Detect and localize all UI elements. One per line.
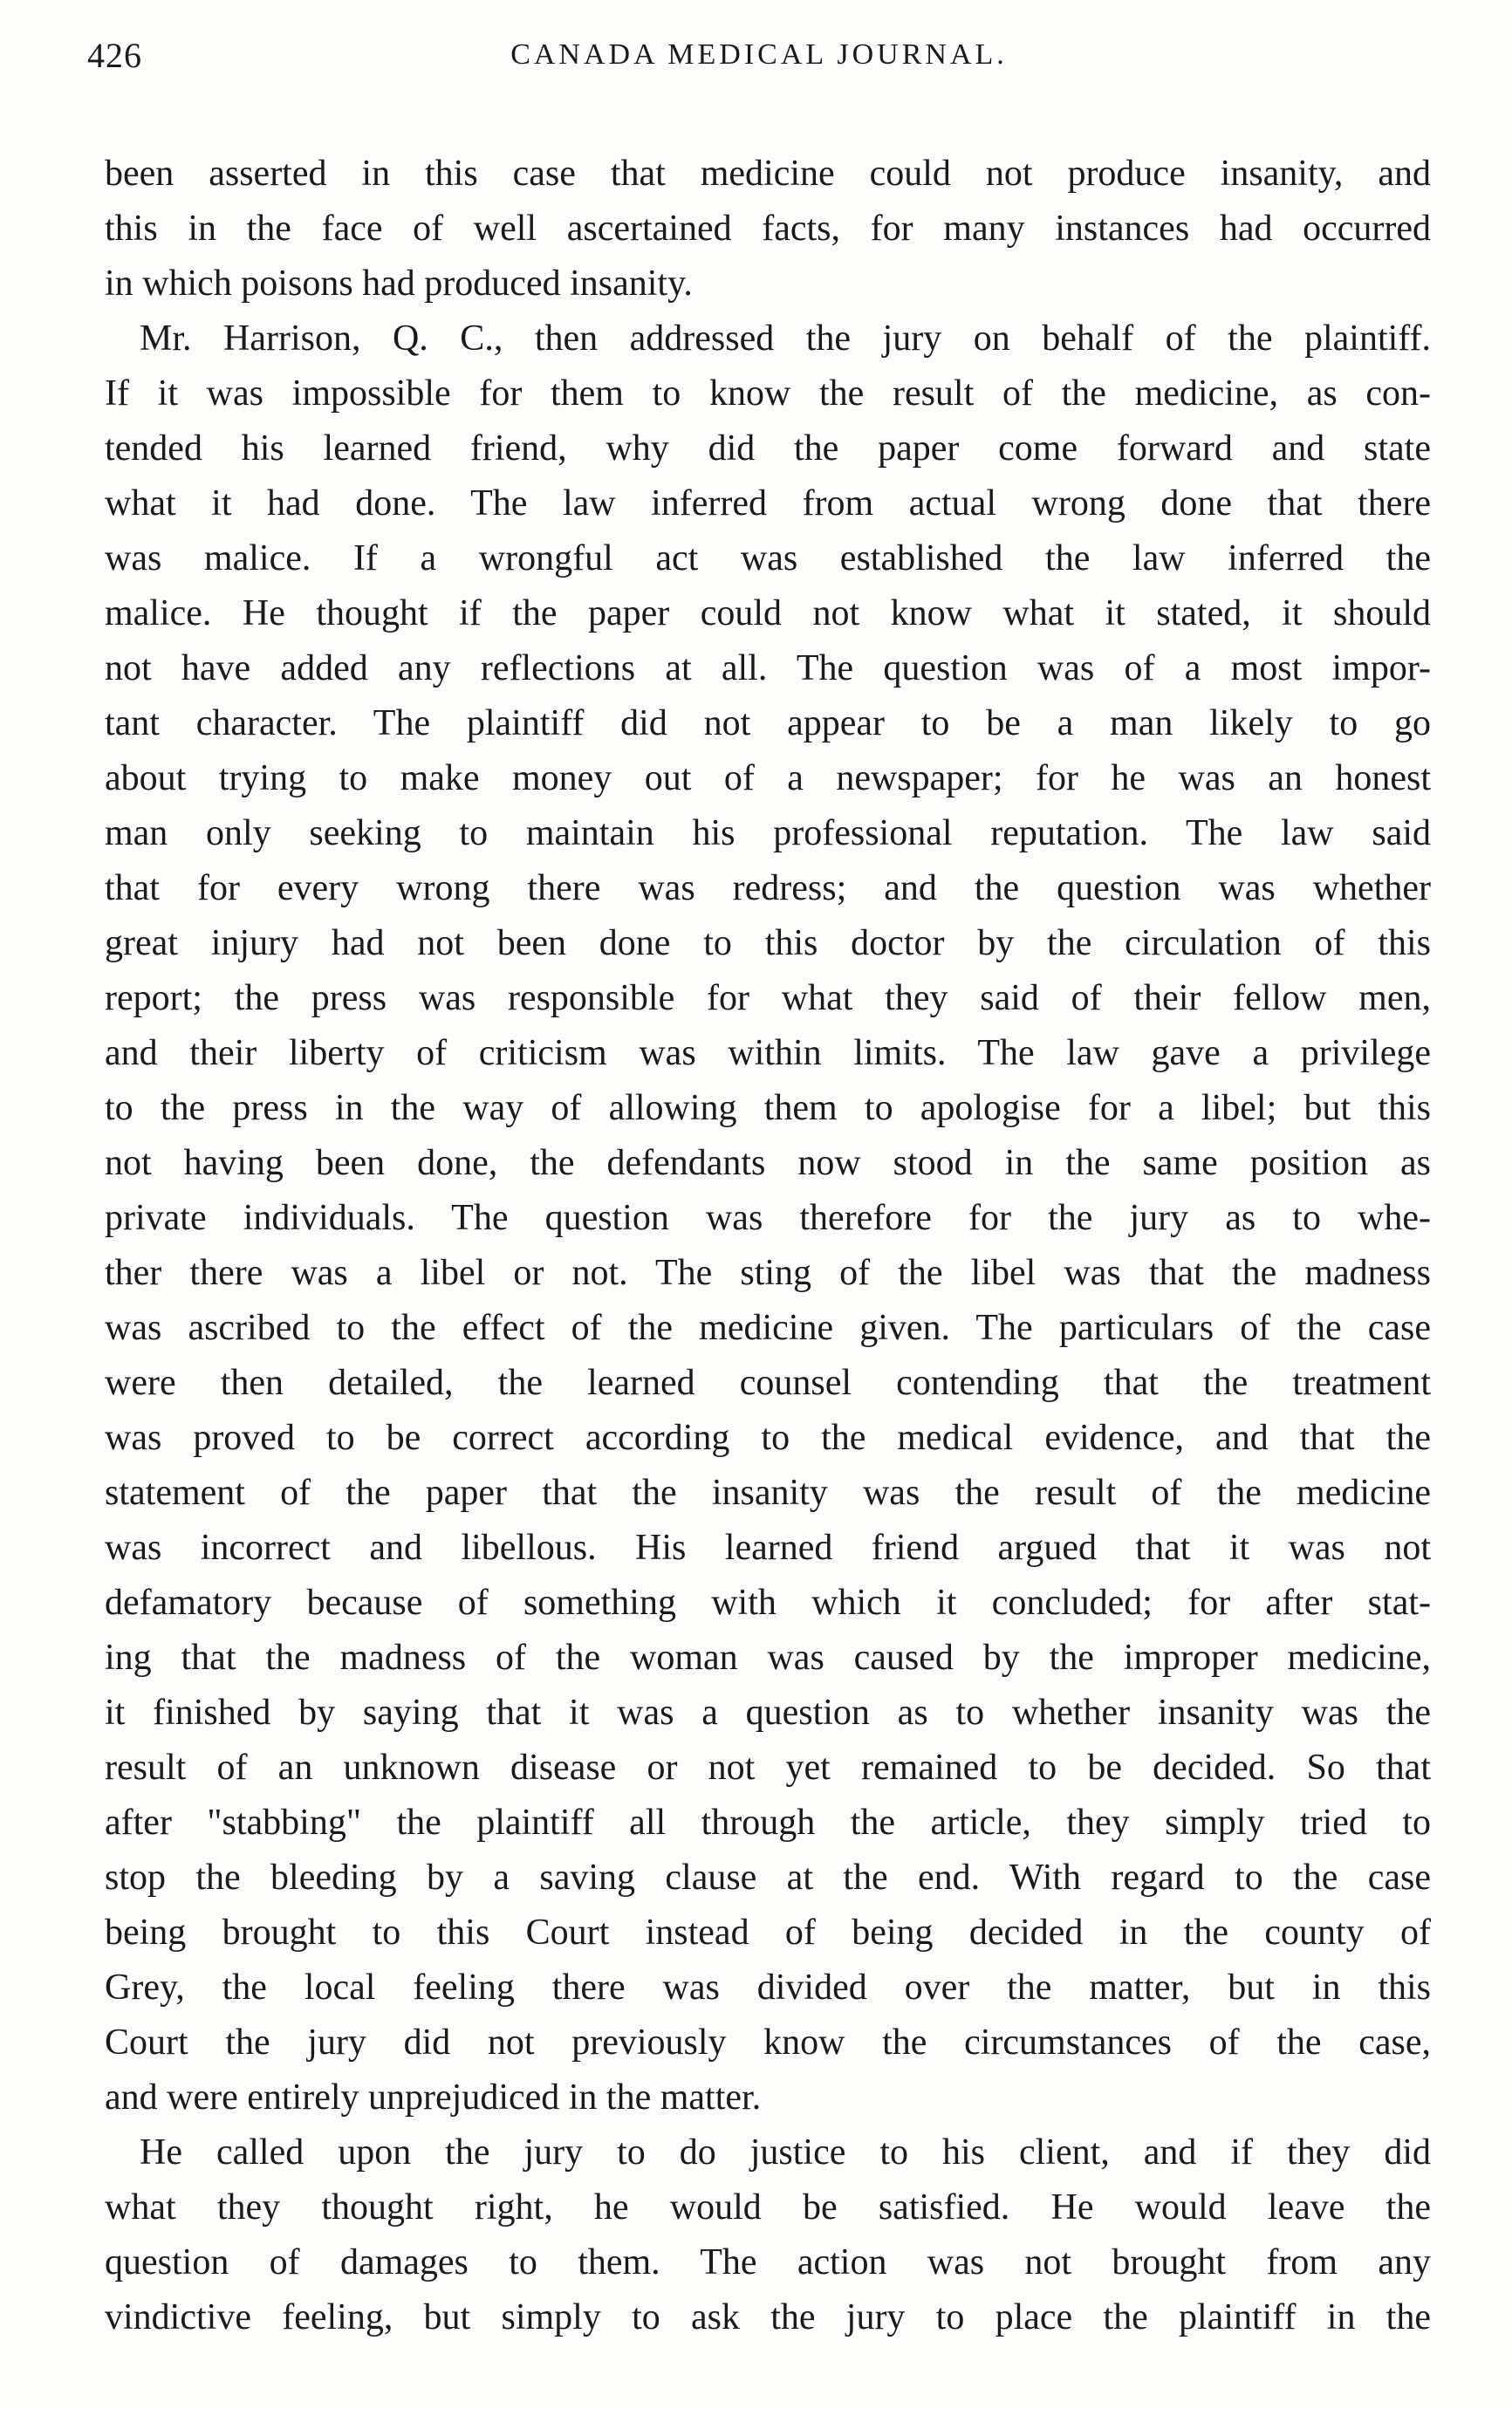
text-line: to the press in the way of allowing them to apologise for a libel; but this xyxy=(105,1088,1431,1128)
text-line: private individuals. The question was therefore for the jury as to whe- xyxy=(105,1198,1431,1238)
text-line: tant character. The plaintiff did not appear to be a man likely to go xyxy=(105,703,1431,743)
text-line: If it was impossible for them to know the result of the medicine, as con- xyxy=(105,373,1431,414)
text-line: that for every wrong there was redress; and the question was whether xyxy=(105,868,1431,908)
text-line: Grey, the local feeling there was divided over the matter, but in this xyxy=(105,1968,1431,2008)
text-line: been asserted in this case that medicine could not produce insanity, and xyxy=(105,154,1431,194)
text-line: was incorrect and libellous. His learned friend argued that it was not xyxy=(105,1528,1431,1568)
text-line: statement of the paper that the insanity was the result of the medicine xyxy=(105,1473,1431,1513)
text-line: and their liberty of criticism was within limits. The law gave a privilege xyxy=(105,1033,1431,1073)
text-line: what it had done. The law inferred from actual wrong done that there xyxy=(105,483,1431,524)
text-line: being brought to this Court instead of being decided in the county of xyxy=(105,1913,1431,1953)
text-line: malice. He thought if the paper could not know what it stated, it should xyxy=(105,593,1431,633)
page-number: 426 xyxy=(87,36,142,75)
text-line: stop the bleeding by a saving clause at the end. With regard to the case xyxy=(105,1858,1431,1898)
text-line: it finished by saying that it was a question as to whether insanity was the xyxy=(105,1693,1431,1733)
text-line: result of an unknown disease or not yet remained to be decided. So that xyxy=(105,1748,1431,1788)
text-line: report; the press was responsible for what they said of their fellow men, xyxy=(105,978,1431,1018)
journal-title: CANADA MEDICAL JOURNAL. xyxy=(510,38,1008,71)
text-line: not have added any reflections at all. The question was of a most impor- xyxy=(105,648,1431,688)
body-text xyxy=(105,147,1431,2345)
text-line: great injury had not been done to this doctor by the circulation of this xyxy=(105,923,1431,963)
text-line: defamatory because of something with which it concluded; for after stat- xyxy=(105,1583,1431,1623)
text-line: was proved to be correct according to the medical evidence, and that the xyxy=(105,1418,1431,1458)
text-line: tended his learned friend, why did the paper come forward and state xyxy=(105,428,1431,469)
text-line: about trying to make money out of a newspaper; for he was an honest xyxy=(105,758,1431,798)
running-head xyxy=(87,35,1431,87)
text-line: man only seeking to maintain his professional reputation. The law said xyxy=(105,813,1431,853)
text-line: this in the face of well ascertained facts, for many instances had occurred xyxy=(105,209,1431,249)
text-line: after "stabbing" the plaintiff all through the article, they simply tried to xyxy=(105,1803,1431,1843)
text-line: Mr. Harrison, Q. C., then addressed the jury on behalf of the plaintiff. xyxy=(140,318,1431,359)
text-line: in which poisons had produced insanity. xyxy=(105,263,693,304)
text-line: ther there was a libel or not. The sting of the libel was that the madness xyxy=(105,1253,1431,1293)
text-line: not having been done, the defendants now stood in the same position as xyxy=(105,1143,1431,1183)
text-line: was malice. If a wrongful act was established the law inferred the xyxy=(105,538,1431,578)
text-line: Court the jury did not previously know the circumstances of the case, xyxy=(105,2022,1431,2063)
text-line: question of damages to them. The action was not brought from any xyxy=(105,2242,1431,2282)
text-line: ing that the madness of the woman was caused by the improper medicine, xyxy=(105,1638,1431,1678)
text-line: what they thought right, he would be satisfied. He would leave the xyxy=(105,2187,1431,2228)
text-line: He called upon the jury to do justice to his client, and if they did xyxy=(140,2132,1431,2173)
text-line: were then detailed, the learned counsel contending that the treatment xyxy=(105,1363,1431,1403)
text-line: and were entirely unprejudiced in the matter. xyxy=(105,2077,762,2118)
text-line: vindictive feeling, but simply to ask the jury to place the plaintiff in the xyxy=(105,2297,1431,2337)
text-line: was ascribed to the effect of the medicine given. The particulars of the case xyxy=(105,1308,1431,1348)
